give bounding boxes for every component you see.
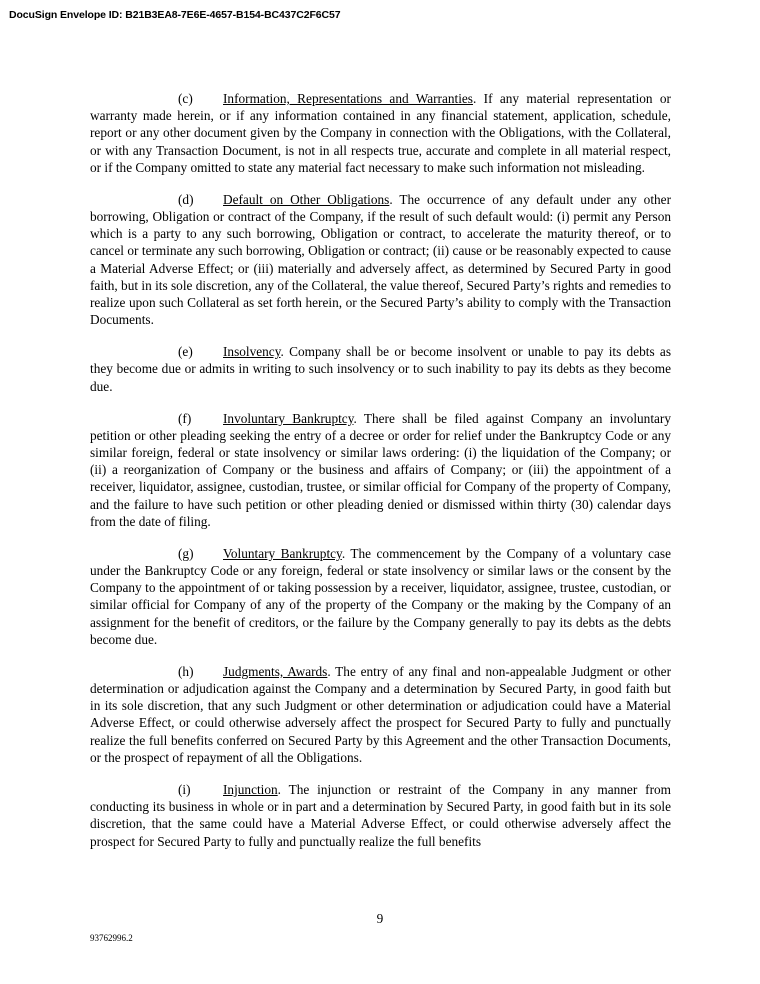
docusign-envelope-id: DocuSign Envelope ID: B21B3EA8-7E6E-4657-B154-BC437C2F6C57 [9,9,341,21]
clause-heading: Injunction [223,781,278,797]
clause-heading: Judgments, Awards [223,663,328,679]
clause-heading: Default on Other Obligations [223,191,390,207]
clause-text: . There shall be filed against Company an involuntary petition or other pleading seeking the entry of a decree or order for relief under the Bankruptcy Code or any similar foreign, federal or state insolvency or similar laws ordering: (i) the liquidation of the Company; or (ii) a reorganization of Company or the business and affairs of Company; or (iii) the appointment of a receiver, liquidator, assignee, custodian, trustee, or similar official for Company of the property of Company, and the failure to have such petition or other pleading denied or dismissed within thirty (30) calendar days from the date of filing. [90,410,671,529]
clause-d [90,191,671,329]
clause-marker: (i) [178,781,191,797]
clause-marker: (c) [178,91,193,106]
clause-text: . Company shall be or become insolvent or unable to pay its debts as they become due or admits in writing to such insolvency or to such inability to pay its debts as they become due. [90,344,671,394]
clause-text: . The commencement by the Company of a voluntary case under the Bankruptcy Code or any foreign, federal or state insolvency or similar laws or the consent by the Company to the appointment of or taking possession by a receiver, liquidator, assignee, trustee, custodian, or similar official for Company of any of the property of the Company or the making by the Company of an assignment for the benefit of creditors, or the failure by the Company generally to pay its debts as the debts become due. [90,545,671,647]
document-number: 93762996.2 [90,933,133,943]
clause-heading: Insolvency [223,344,281,360]
clause-text: . The occurrence of any default under any other borrowing, Obligation or contract of the Company, if the result of such default would: (i) permit any Person which is a party to any such borrowing, Obligation or contract, to accelerate the maturity thereof, or to cancel or terminate any such borrowing, Obligation or contract; (ii) cause or be reasonably expected to cause a Material Adverse Effect; or (iii) materially and adversely affect, as determined by Secured Party in good faith, but in its sole discretion, any of the Collateral, the value thereof, Secured Party’s rights and remedies to realize upon such Collateral as set forth herein, or the Secured Party’s ability to comply with the Transaction Documents. [90,191,671,328]
clause-text: . The injunction or restraint of the Company in any manner from conducting its business in whole or in part and a determination by Secured Party, in good faith but in its sole discretion, that the same could have a Material Adverse Effect, or could otherwise adversely affect the prospect for Secured Party to fully and punctually realize the full benefits [90,781,671,849]
clause-e [90,343,671,395]
clause-heading: Voluntary Bankruptcy [223,545,342,561]
clause-marker: (g) [178,545,194,561]
clause-text: . The entry of any final and non-appealable Judgment or other determination or adjudication against the Company and a determination by Secured Party, in good faith but in its sole discretion, that any such Judgment or other determination or adjudication could have a Material Adverse Effect, or could otherwise adversely affect the prospect for Secured Party to fully and punctually realize the full benefits conferred on Secured Party by this Agreement and the other Transaction Documents, or the prospect of repayment of all the Obligations. [90,663,672,765]
clause-h [90,663,671,766]
clause-heading: Involuntary Bankruptcy [223,410,354,426]
page-number: 9 [376,911,384,926]
clause-marker: (e) [178,344,193,360]
clause-marker: (d) [178,191,194,207]
clause-text: . If any material representation or warranty made herein, or if any information contained in any financial statement, application, schedule, report or any other document given by the Company in connection with the Obligations, with the Collateral, or with any Transaction Document, is not in all respects true, accurate and complete in all material respect, or if the Company omitted to state any material fact necessary to make such information not misleading. [90,91,671,175]
clause-i [90,781,671,850]
clause-heading: Information, Representations and Warranties [223,91,473,106]
clause-f [90,410,671,530]
document-body [90,90,671,865]
clause-g [90,545,671,648]
clause-c [90,90,671,176]
clause-marker: (f) [178,410,192,426]
clause-marker: (h) [178,663,194,679]
